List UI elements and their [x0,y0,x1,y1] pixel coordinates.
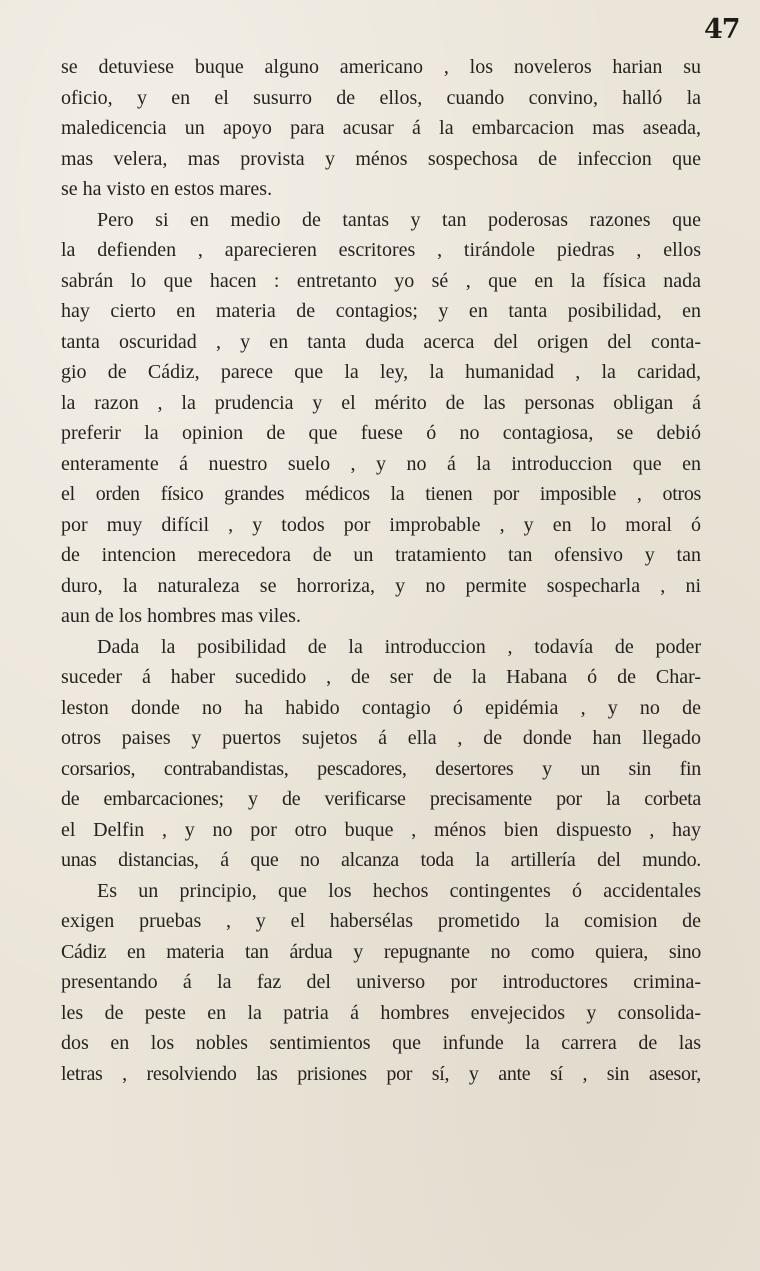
text-line: de intencion merecedora de un tratamiento tan ofensivo y tan [61,544,701,566]
text-line: mas velera, mas provista y ménos sospechosa de infeccion que [61,147,701,170]
text-line: leston donde no ha habido contagio ó epidémia , y no de [61,696,701,719]
text-line: maledicencia un apoyo para acusar á la embarcacion mas aseada, [61,117,701,139]
text-line: exigen pruebas , y el habersélas prometido la comision de [61,910,701,932]
text-line: hay cierto en materia de contagios; y en tanta posibilidad, en [61,300,701,322]
text-line: duro, la naturaleza se horroriza, y no permite sospecharla , ni [61,574,701,597]
text-line: sabrán lo que hacen : entretanto yo sé , que en la física nada [61,269,701,292]
text-line: aun de los hombres mas viles. [61,605,301,627]
text-line: la defienden , aparecieren escritores , tirándole piedras , ellos [61,239,701,261]
text-line: corsarios, contrabandistas, pescadores, desertores y un sin fin [61,757,701,780]
text-line: tanta oscuridad , y en tanta duda acerca del origen del conta- [61,330,701,353]
text-line: oficio, y en el susurro de ellos, cuando convino, halló la [61,86,701,109]
text-line: Dada la posibilidad de la introduccion , todavía de poder [97,635,701,658]
text-line: de embarcaciones; y de verificarse precisamente por la corbeta [61,788,701,810]
text-line: letras , resolviendo las prisiones por sí, y ante sí , sin asesor, [61,1062,701,1085]
text-line: Pero si en medio de tantas y tan poderosas razones que [97,208,701,231]
text-line: enteramente á nuestro suelo , y no á la introduccion que en [61,452,701,475]
text-line: por muy difícil , y todos por improbable , y en lo moral ó [61,513,701,536]
text-line: preferir la opinion de que fuese ó no contagiosa, se debió [61,422,701,444]
text-line: otros paises y puertos sujetos á ella , de donde han llegado [61,727,701,749]
text-line: se detuviese buque alguno americano , los noveleros harian su [61,56,701,78]
text-line: gio de Cádiz, parece que la ley, la humanidad , la caridad, [61,361,701,383]
text-line: el orden físico grandes médicos la tienen por imposible , otros [61,483,701,505]
text-line: Es un principio, que los hechos contingentes ó accidentales [97,879,701,902]
text-line: Cádiz en materia tan árdua y repugnante no como quiera, sino [61,940,701,963]
text-line: la razon , la prudencia y el mérito de las personas obligan á [61,391,701,414]
text-line: presentando á la faz del universo por introductores crimina- [61,971,701,993]
text-line: suceder á haber sucedido , de ser de la Habana ó de Char- [61,666,701,688]
text-line: se ha visto en estos mares. [61,178,273,200]
text-line: les de peste en la patria á hombres envejecidos y consolida- [61,1001,701,1024]
text-line: el Delfin , y no por otro buque , ménos bien dispuesto , hay [61,818,701,841]
body-text [61,52,701,1089]
text-line: dos en los nobles sentimientos que infunde la carrera de las [61,1032,701,1054]
page-number: 47 [704,14,740,45]
text-line: unas distancias, á que no alcanza toda la artillería del mundo. [61,849,701,871]
